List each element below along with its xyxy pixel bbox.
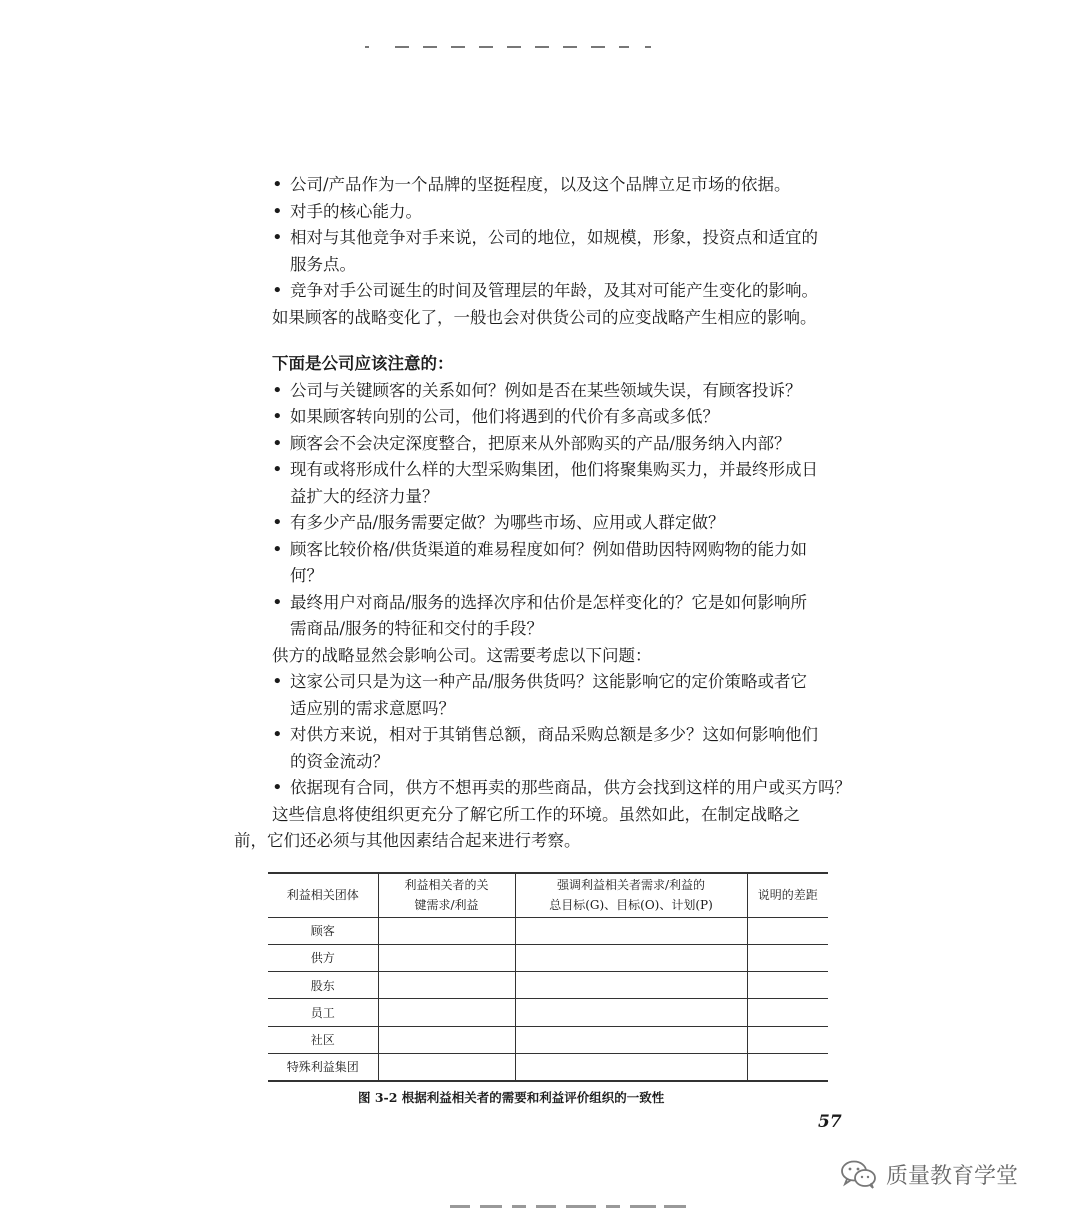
paragraph: 这些信息将使组织更充分了解它所工作的环境。虽然如此，在制定战略之	[272, 804, 800, 824]
stakeholder-table	[268, 872, 828, 1082]
bullet-continuation: 服务点。	[290, 254, 356, 274]
bullet-item: • 顾客会不会决定深度整合，把原来从外部购买的产品/服务纳入内部？	[272, 431, 872, 458]
bullet-item: • 顾客比较价格/供货渠道的难易程度如何？例如借助因特网购物的能力如	[272, 537, 872, 564]
bottom-page-residue	[450, 1205, 690, 1211]
bullet-item: • 公司与关键顾客的关系如何？例如是否在某些领域失误，有顾客投诉？	[272, 378, 872, 405]
bullet-item: • 有多少产品/服务需要定做？为哪些市场、应用或人群定做？	[272, 510, 872, 537]
bullet-item: • 竞争对手公司诞生的时间及管理层的年龄，及其对可能产生变化的影响。	[272, 278, 872, 305]
table-row	[268, 1026, 828, 1053]
bullet-item: • 最终用户对商品/服务的选择次序和估价是怎样变化的？它是如何影响所	[272, 590, 872, 617]
table-row	[268, 999, 828, 1026]
stakeholder-name: 顾客	[268, 917, 378, 944]
paragraph: 前，它们还必须与其他因素结合起来进行考察。	[234, 831, 581, 850]
top-page-residue	[365, 46, 655, 50]
paragraph: 如果顾客的战略变化了，一般也会对供货公司的应变战略产生相应的影响。	[272, 307, 817, 327]
bullet-item: • 相对与其他竞争对手来说，公司的地位，如规模，形象，投资点和适宜的	[272, 225, 872, 252]
table-header-cell: 利益相关团体	[268, 873, 378, 917]
body-text	[234, 172, 872, 855]
bullet-item: • 公司/产品作为一个品牌的坚挺程度，以及这个品牌立足市场的依据。	[272, 172, 872, 199]
stakeholder-name: 员工	[268, 999, 378, 1026]
table-row	[268, 972, 828, 999]
table-header-cell: 强调利益相关者需求/利益的 总目标(G)、目标(O)、计划(P)	[515, 873, 747, 917]
paragraph: 供方的战略显然会影响公司。这需要考虑以下问题：	[272, 645, 652, 665]
wechat-icon	[840, 1159, 878, 1189]
watermark	[840, 1158, 1018, 1190]
bullet-item: • 对供方来说，相对于其销售总额，商品采购总额是多少？这如何影响他们	[272, 722, 872, 749]
bullet-continuation: 的资金流动？	[290, 751, 389, 771]
bullet-item: • 依据现有合同，供方不想再卖的那些商品，供方会找到这样的用户或买方吗？	[272, 775, 872, 802]
watermark-text: 质量教育学堂	[886, 1163, 1019, 1189]
bullet-item: • 如果顾客转向别的公司，他们将遇到的代价有多高或多低？	[272, 404, 872, 431]
section-heading: 下面是公司应该注意的：	[272, 354, 454, 373]
table-row	[268, 917, 828, 944]
stakeholder-name: 社区	[268, 1026, 378, 1053]
bullet-continuation: 益扩大的经济力量？	[290, 486, 439, 506]
table-header-cell: 说明的差距	[747, 873, 828, 917]
bullet-continuation: 适应别的需求意愿吗？	[290, 698, 455, 718]
table-header-cell: 利益相关者的关 键需求/利益	[378, 873, 515, 917]
table-header-row	[268, 873, 828, 917]
stakeholder-name: 股东	[268, 972, 378, 999]
bullet-item: • 对手的核心能力。	[272, 199, 872, 226]
bullet-item: • 现有或将形成什么样的大型采购集团，他们将聚集购买力，并最终形成日	[272, 457, 872, 484]
bullet-continuation: 何？	[290, 566, 323, 585]
bullet-item: • 这家公司只是为这一种产品/服务供货吗？这能影响它的定价策略或者它	[272, 669, 872, 696]
figure-caption: 图 3-2 根据利益相关者的需要和利益评价组织的一致性	[358, 1090, 665, 1105]
page-number: 57	[818, 1112, 842, 1132]
stakeholder-name: 特殊利益集团	[268, 1053, 378, 1080]
table-row	[268, 944, 828, 971]
stakeholder-name: 供方	[268, 944, 378, 971]
table-row	[268, 1053, 828, 1080]
bullet-continuation: 需商品/服务的特征和交付的手段？	[290, 619, 544, 638]
